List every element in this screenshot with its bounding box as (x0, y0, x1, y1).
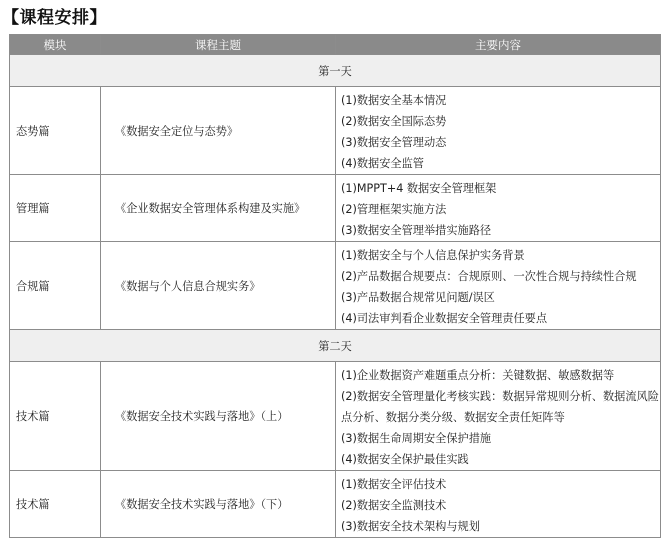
table-row (10, 175, 661, 242)
topic-cell: 《企业数据安全管理体系构建及实施》 (101, 175, 336, 242)
content-item: (3)数据生命周期安全保护措施 (341, 432, 492, 445)
topic-cell: 《数据安全技术实践与落地》（上） (101, 362, 336, 471)
module-cell: 技术篇 (10, 362, 101, 471)
content-item: (2)数据安全国际态势 (341, 115, 447, 128)
content-item: (3)数据安全管理举措实施路径 (341, 224, 492, 237)
table-row (10, 362, 661, 471)
table-row (10, 471, 661, 538)
content-item: (1)数据安全评估技术 (341, 478, 447, 491)
module-cell: 技术篇 (10, 471, 101, 538)
content-item: (1)MPPT+4 数据安全管理框架 (341, 182, 497, 195)
topic-cell: 《数据与个人信息合规实务》 (101, 242, 336, 330)
day-row (10, 330, 661, 362)
header-content: 主要内容 (336, 35, 661, 55)
content-cell (336, 362, 661, 471)
table-header-row (10, 35, 661, 55)
topic-cell: 《数据安全定位与态势》 (101, 87, 336, 175)
content-item: (4)数据安全保护最佳实践 (341, 453, 469, 466)
content-item: (2)管理框架实施方法 (341, 203, 447, 216)
content-cell (336, 87, 661, 175)
day-label: 第二天 (10, 330, 661, 362)
day-label: 第一天 (10, 55, 661, 87)
module-cell: 态势篇 (10, 87, 101, 175)
content-item: (1)数据安全基本情况 (341, 94, 447, 107)
content-item: (3)数据安全管理动态 (341, 136, 447, 149)
table-row (10, 242, 661, 330)
table-row (10, 87, 661, 175)
content-item: (2)产品数据合规要点：合规原则、一次性合规与持续性合规 (341, 270, 637, 283)
content-cell (336, 471, 661, 538)
schedule-table (9, 34, 661, 538)
content-cell (336, 175, 661, 242)
header-topic: 课程主题 (101, 35, 336, 55)
content-item: (3)数据安全技术架构与规划 (341, 520, 480, 533)
content-item: (4)数据安全监管 (341, 157, 424, 170)
content-item: (2)数据安全管理量化考核实践：数据异常规则分析、数据流风险点分析、数据分类分级、数据安全责任矩阵等 (341, 390, 659, 424)
section-title: 【课程安排】 (2, 8, 107, 28)
content-cell (336, 242, 661, 330)
day-row (10, 55, 661, 87)
content-item: (4)司法审判看企业数据安全管理责任要点 (341, 312, 548, 325)
content-item: (3)产品数据合规常见问题/误区 (341, 291, 495, 304)
content-item: (1)数据安全与个人信息保护实务背景 (341, 249, 525, 262)
module-cell: 管理篇 (10, 175, 101, 242)
header-module: 模块 (10, 35, 101, 55)
topic-cell: 《数据安全技术实践与落地》（下） (101, 471, 336, 538)
content-item: (2)数据安全监测技术 (341, 499, 447, 512)
module-cell: 合规篇 (10, 242, 101, 330)
content-item: (1)企业数据资产难题重点分析：关键数据、敏感数据等 (341, 369, 615, 382)
